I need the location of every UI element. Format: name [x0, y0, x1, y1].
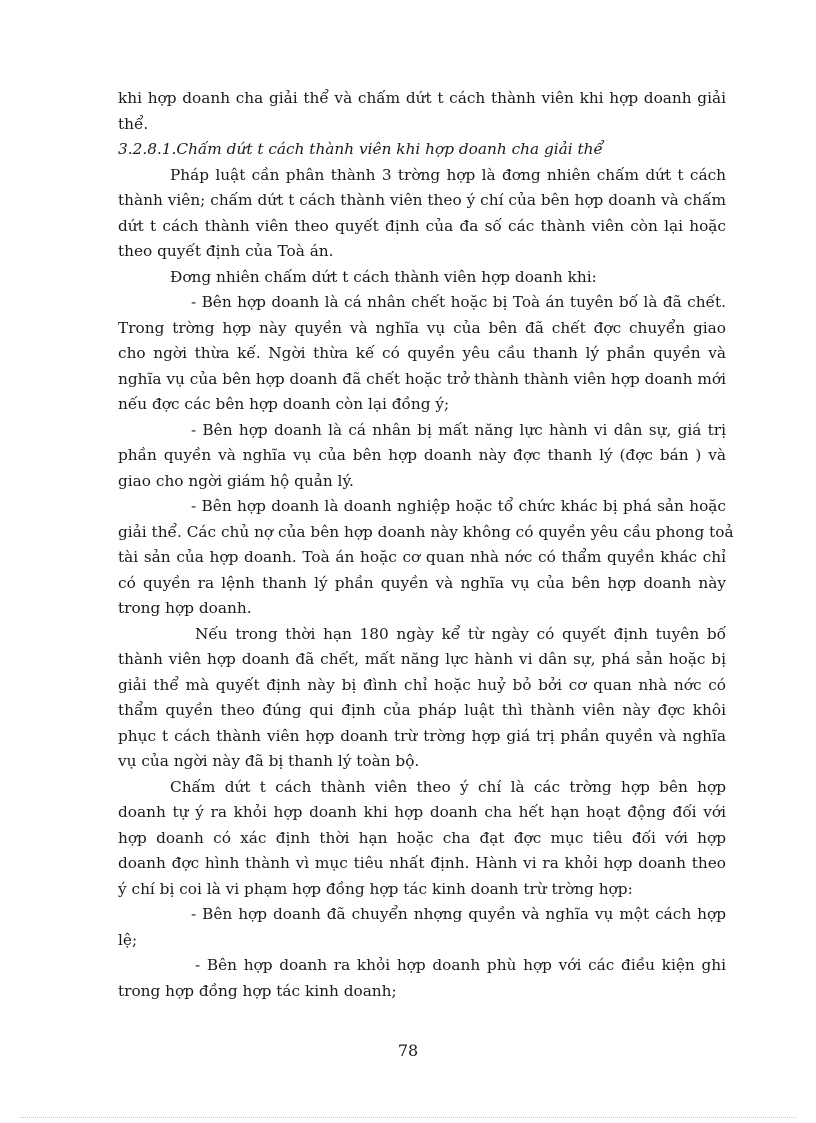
text-line: thể. — [118, 114, 149, 133]
text-line: khi hợp doanh cha giải thể và chấm dứt t cách thành viên khi hợp doanh giải — [118, 89, 726, 107]
text-line: phục t cách thành viên hợp doanh trừ trờng hợp giá trị phần quyền và nghĩa — [118, 726, 726, 745]
text-line: cho ngời thừa kế. Ngời thừa kế có quyền yêu cầu thanh lý phần quyền và — [118, 344, 726, 362]
text-line: doanh tự ý ra khỏi hợp doanh khi hợp doanh cha hết hạn hoạt động đối với — [118, 803, 726, 821]
text-line: nghĩa vụ của bên hợp doanh đã chết hoặc trở thành thành viên hợp doanh mới — [118, 369, 726, 388]
text-line: phần quyền và nghĩa vụ của bên hợp doanh này đợc thanh lý (đợc bán ) và — [118, 446, 726, 464]
text-line: nếu đợc các bên hợp doanh còn lại đồng ý; — [118, 395, 450, 413]
text-line: Đơng nhiên chấm dứt t cách thành viên hợp doanh khi: — [170, 267, 597, 286]
text-line: theo quyết định của Toà án. — [118, 242, 334, 260]
text-line: ý chí bị coi là vi phạm hợp đồng hợp tác kinh doanh trừ trờng hợp: — [118, 879, 633, 898]
text-line: thẩm quyền theo đúng qui định của pháp luật thì thành viên này đợc khôi — [118, 701, 726, 719]
page-number: 78 — [397, 1041, 419, 1060]
text-line: doanh đợc hình thành vì mục tiêu nhất định. Hành vi ra khỏi hợp doanh theo — [118, 854, 726, 872]
page-bottom-divider — [20, 1117, 796, 1118]
text-line: - Bên hợp doanh là cá nhân bị mất năng lực hành vi dân sự, giá trị — [191, 420, 726, 439]
text-line: lệ; — [118, 930, 138, 949]
text-line: giải thể. Các chủ nợ của bên hợp doanh này không có quyền yêu cầu phong toả — [118, 522, 734, 541]
text-line: dứt t cách thành viên theo quyết định của đa số các thành viên còn lại hoặc — [118, 216, 726, 235]
text-line: giao cho ngời giám hộ quản lý. — [118, 471, 354, 490]
text-line: Nếu trong thời hạn 180 ngày kể từ ngày có quyết định tuyên bố — [195, 624, 726, 643]
text-line: - Bên hợp doanh ra khỏi hợp doanh phù hợp với các điều kiện ghi — [195, 956, 726, 974]
text-line: giải thể mà quyết định này bị đình chỉ hoặc huỷ bỏ bởi cơ quan nhà nớc có — [118, 675, 726, 694]
text-line: trong hợp doanh. — [118, 599, 252, 617]
section-heading: 3.2.8.1.Chấm dứt t cách thành viên khi hợp doanh cha giải thể — [118, 140, 603, 158]
text-line: - Bên hợp doanh đã chuyển nhợng quyền và nghĩa vụ một cách hợp — [191, 905, 726, 923]
text-line: Pháp luật cần phân thành 3 trờng hợp là đơng nhiên chấm dứt t cách — [170, 165, 726, 184]
text-line: thành viên hợp doanh đã chết, mất năng lực hành vi dân sự, phá sản hoặc bị — [118, 650, 726, 668]
document-body — [118, 86, 734, 1004]
text-line: có quyền ra lệnh thanh lý phần quyền và nghĩa vụ của bên hợp doanh này — [118, 573, 726, 592]
text-line: Chấm dứt t cách thành viên theo ý chí là các trờng hợp bên hợp — [170, 777, 726, 796]
text-line: - Bên hợp doanh là doanh nghiệp hoặc tổ chức khác bị phá sản hoặc — [191, 497, 726, 515]
text-line: hợp doanh có xác định thời hạn hoặc cha đạt đợc mục tiêu đối với hợp — [118, 828, 726, 847]
text-line: Trong trờng hợp này quyền và nghĩa vụ của bên đã chết đợc chuyển giao — [118, 318, 726, 337]
text-line: - Bên hợp doanh là cá nhân chết hoặc bị Toà án tuyên bố là đã chết. — [191, 293, 726, 311]
text-line: vụ của ngời này đã bị thanh lý toàn bộ. — [118, 752, 420, 770]
text-line: tài sản của hợp doanh. Toà án hoặc cơ quan nhà nớc có thẩm quyền khác chỉ — [118, 548, 726, 566]
text-line: thành viên; chấm dứt t cách thành viên theo ý chí của bên hợp doanh và chấm — [118, 191, 726, 209]
text-line: trong hợp đồng hợp tác kinh doanh; — [118, 981, 397, 1000]
